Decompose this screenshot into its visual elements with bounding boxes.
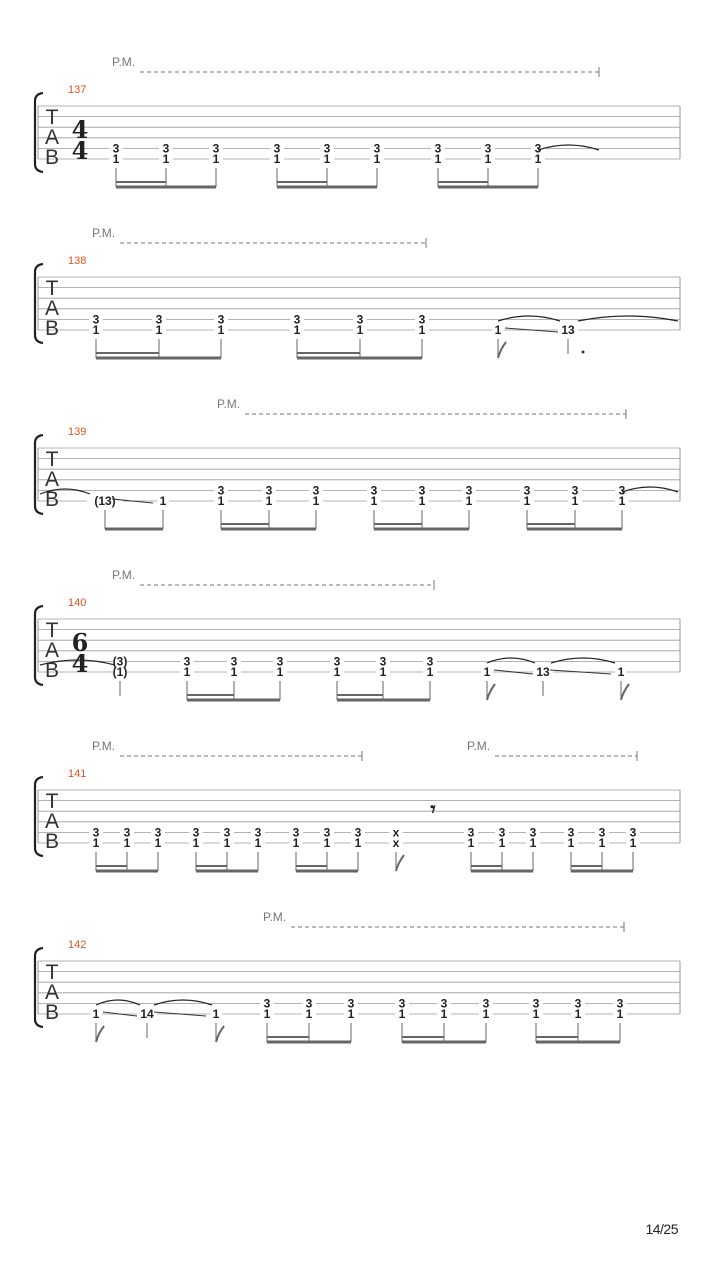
note-flag: [396, 855, 404, 871]
fret-number: 1: [574, 1007, 582, 1021]
fret-number: 3: [370, 483, 378, 498]
measure-number: 141: [68, 768, 87, 780]
fret-number: 3: [418, 483, 426, 498]
fret-number: 3: [482, 996, 490, 1011]
fret-number: 3: [484, 141, 492, 156]
tie-arc: [578, 316, 678, 321]
fret-number: 1: [312, 494, 320, 508]
tie-arc: [538, 145, 599, 150]
fret-number: 1: [618, 494, 626, 508]
fret-number: 3: [123, 825, 131, 840]
fret-number: 1: [379, 665, 387, 679]
tab-clef-letter: B: [44, 1001, 60, 1024]
fret-number: 3: [305, 996, 313, 1011]
tab-clef-letter: B: [44, 317, 60, 340]
fret-number: 3: [254, 825, 262, 840]
fret-number: 1: [529, 836, 537, 850]
fret-number: 1: [494, 323, 502, 337]
fret-number: 3: [379, 654, 387, 669]
fret-number: 1: [567, 836, 575, 850]
tab-clef-letter: T: [45, 961, 59, 984]
fret-number: 3: [155, 312, 163, 327]
tab-clef-letter: B: [44, 488, 60, 511]
fret-number: 1: [92, 836, 100, 850]
fret-number: 3: [426, 654, 434, 669]
fret-number: 1: [112, 152, 120, 166]
fret-number: 3: [323, 825, 331, 840]
tab-clef-letter: A: [44, 126, 60, 149]
fret-number: 1: [354, 836, 362, 850]
fret-number: (1): [112, 665, 128, 679]
eighth-rest: 𝄾: [430, 797, 436, 821]
fret-number: 3: [92, 312, 100, 327]
palm-mute-label: P.M.: [217, 397, 241, 411]
system-bracket: [35, 93, 43, 172]
fret-number: 3: [292, 825, 300, 840]
measure-number: 138: [68, 255, 87, 267]
fret-number: 1: [598, 836, 606, 850]
fret-number: 3: [217, 312, 225, 327]
note-flag: [621, 684, 629, 700]
fret-number: 1: [440, 1007, 448, 1021]
fret-number: 3: [467, 825, 475, 840]
fret-number: 1: [617, 665, 625, 679]
fret-number: 1: [292, 836, 300, 850]
fret-number: 3: [333, 654, 341, 669]
fret-number: 1: [92, 323, 100, 337]
tab-clef-letter: T: [45, 277, 59, 300]
fret-number: 1: [159, 494, 167, 508]
system-bracket: [35, 948, 43, 1027]
fret-number: 1: [273, 152, 281, 166]
fret-number: 3: [263, 996, 271, 1011]
note-flag: [498, 342, 506, 358]
note-flag: [216, 1026, 224, 1042]
fret-number: 1: [482, 1007, 490, 1021]
dead-note: x: [392, 825, 400, 840]
measure-number: 137: [68, 84, 87, 96]
fret-number: (3): [112, 654, 128, 669]
fret-number: 3: [618, 483, 626, 498]
fret-number: 3: [92, 825, 100, 840]
fret-number: 3: [323, 141, 331, 156]
fret-number: 1: [523, 494, 531, 508]
measure-number: 139: [68, 426, 87, 438]
fret-number: 1: [263, 1007, 271, 1021]
fret-number: 1: [217, 323, 225, 337]
fret-number: 1: [373, 152, 381, 166]
fret-number: 1: [154, 836, 162, 850]
fret-number: 3: [223, 825, 231, 840]
tab-clef-letter: T: [45, 448, 59, 471]
fret-number: 3: [571, 483, 579, 498]
fret-number: 1: [230, 665, 238, 679]
fret-number: 3: [265, 483, 273, 498]
fret-number: 1: [534, 152, 542, 166]
tab-clef-letter: A: [44, 297, 60, 320]
dead-note: x: [392, 836, 400, 850]
measure-number: 142: [68, 939, 87, 951]
tie-arc: [622, 487, 678, 492]
fret-number: 1: [434, 152, 442, 166]
fret-number: 3: [567, 825, 575, 840]
fret-number: 1: [276, 665, 284, 679]
fret-number: 3: [312, 483, 320, 498]
fret-number: 1: [92, 1007, 100, 1021]
fret-number: 1: [629, 836, 637, 850]
fret-number: 3: [162, 141, 170, 156]
note-flag: [487, 684, 495, 700]
palm-mute-label: P.M.: [112, 55, 136, 69]
fret-number: 3: [574, 996, 582, 1011]
fret-number: 13: [561, 323, 575, 337]
fret-number: 1: [123, 836, 131, 850]
fret-number: 1: [532, 1007, 540, 1021]
fret-number: 3: [217, 483, 225, 498]
tab-clef-letter: A: [44, 468, 60, 491]
tie-arc: [551, 658, 615, 663]
tab-clef-letter: B: [44, 830, 60, 853]
fret-number: 14: [140, 1007, 154, 1021]
system-bracket: [35, 264, 43, 343]
fret-number: 3: [529, 825, 537, 840]
fret-number: 3: [212, 141, 220, 156]
palm-mute-label: P.M.: [92, 226, 116, 240]
fret-number: 1: [254, 836, 262, 850]
fret-number: 1: [212, 152, 220, 166]
fret-number: 1: [616, 1007, 624, 1021]
fret-number: 3: [434, 141, 442, 156]
fret-number: 3: [276, 654, 284, 669]
fret-number: 3: [356, 312, 364, 327]
tab-clef-letter: B: [44, 659, 60, 682]
rhythm-dot: [582, 351, 585, 354]
fret-number: 3: [440, 996, 448, 1011]
fret-number: 1: [465, 494, 473, 508]
fret-number: 1: [467, 836, 475, 850]
fret-number: 1: [418, 494, 426, 508]
fret-number: 1: [426, 665, 434, 679]
fret-number: 3: [293, 312, 301, 327]
time-signature-bottom: 4: [71, 649, 89, 678]
fret-number: 1: [162, 152, 170, 166]
fret-number: 1: [183, 665, 191, 679]
palm-mute-label: P.M.: [112, 568, 136, 582]
fret-number: 13: [536, 665, 550, 679]
fret-number: 1: [293, 323, 301, 337]
fret-number: 1: [347, 1007, 355, 1021]
fret-number: 1: [484, 152, 492, 166]
fret-number: 1: [571, 494, 579, 508]
tab-clef-letter: B: [44, 146, 60, 169]
fret-number: 3: [498, 825, 506, 840]
tab-clef-letter: A: [44, 810, 60, 833]
time-signature-bottom: 4: [71, 136, 89, 165]
fret-number: 1: [323, 152, 331, 166]
fret-number: 3: [112, 141, 120, 156]
fret-number: 1: [418, 323, 426, 337]
measure-number: 140: [68, 597, 87, 609]
system-bracket: [35, 777, 43, 856]
fret-number: 1: [192, 836, 200, 850]
tie-arc: [96, 1000, 140, 1005]
fret-number: 1: [305, 1007, 313, 1021]
tab-clef-letter: A: [44, 639, 60, 662]
tab-clef-letter: A: [44, 981, 60, 1004]
fret-number: 1: [223, 836, 231, 850]
page-number: 14/25: [645, 1221, 678, 1237]
fret-number: 1: [356, 323, 364, 337]
fret-number: 3: [629, 825, 637, 840]
fret-number: 3: [354, 825, 362, 840]
fret-number: 3: [373, 141, 381, 156]
tie-arc: [487, 658, 535, 663]
fret-number: 1: [398, 1007, 406, 1021]
fret-number: 3: [273, 141, 281, 156]
fret-number: 1: [483, 665, 491, 679]
tie-arc: [498, 316, 560, 321]
fret-number: 1: [265, 494, 273, 508]
fret-number: 1: [217, 494, 225, 508]
fret-number: 1: [212, 1007, 220, 1021]
tie-arc: [154, 1000, 212, 1005]
fret-number: 3: [154, 825, 162, 840]
tab-clef-letter: T: [45, 619, 59, 642]
fret-number: 3: [230, 654, 238, 669]
fret-number: 3: [534, 141, 542, 156]
fret-number: 3: [465, 483, 473, 498]
tab-clef-letter: T: [45, 106, 59, 129]
fret-number: 3: [347, 996, 355, 1011]
fret-number: 1: [323, 836, 331, 850]
fret-number: 3: [398, 996, 406, 1011]
time-signature-top: 6: [71, 628, 89, 657]
fret-number: 1: [498, 836, 506, 850]
system-bracket: [35, 606, 43, 685]
fret-number: 3: [192, 825, 200, 840]
fret-number: 1: [155, 323, 163, 337]
fret-number: 1: [370, 494, 378, 508]
time-signature-top: 4: [71, 115, 89, 144]
fret-number: 3: [523, 483, 531, 498]
system-bracket: [35, 435, 43, 514]
fret-number: 3: [183, 654, 191, 669]
palm-mute-label: P.M.: [263, 910, 287, 924]
palm-mute-label: P.M.: [92, 739, 116, 753]
fret-number: 3: [418, 312, 426, 327]
fret-number: (13): [94, 494, 116, 508]
palm-mute-label: P.M.: [467, 739, 491, 753]
fret-number: 1: [333, 665, 341, 679]
note-flag: [96, 1026, 104, 1042]
fret-number: 3: [532, 996, 540, 1011]
tab-clef-letter: T: [45, 790, 59, 813]
fret-number: 3: [616, 996, 624, 1011]
fret-number: 3: [598, 825, 606, 840]
